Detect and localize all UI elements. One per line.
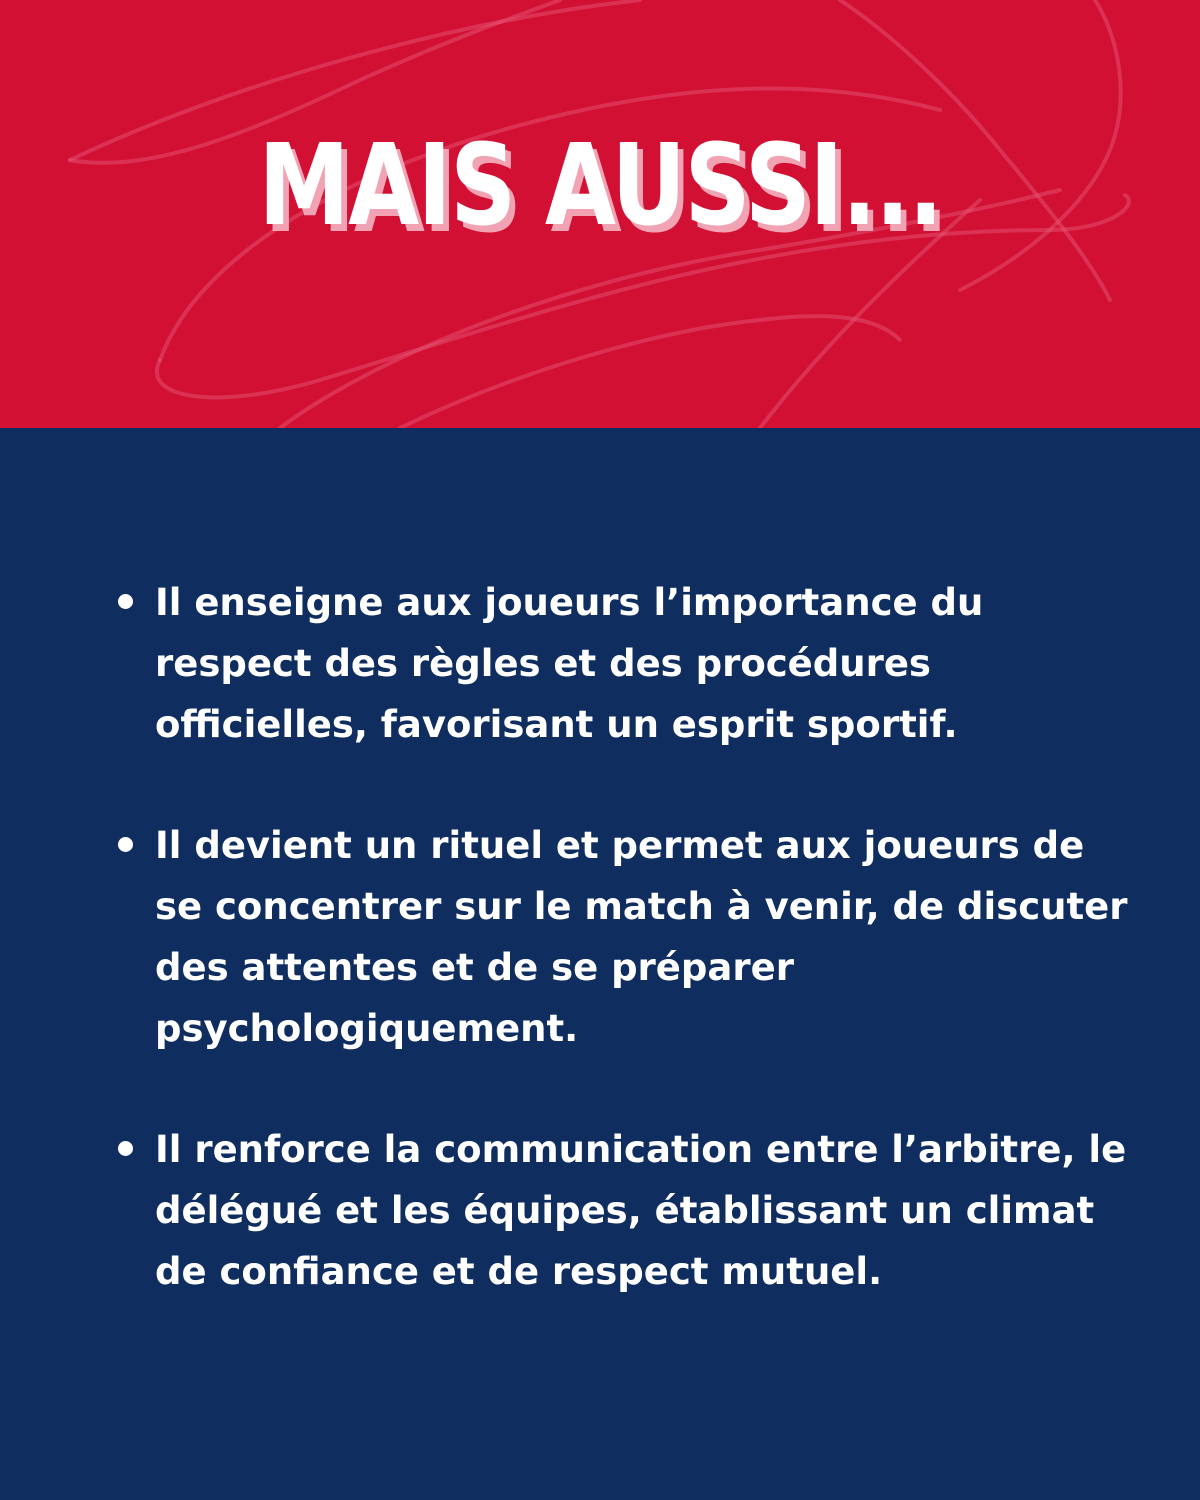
bullet-list	[0, 572, 1200, 1362]
bullet-icon	[118, 837, 133, 852]
list-item	[155, 572, 1135, 755]
list-item	[155, 1119, 1135, 1302]
bullet-icon	[118, 1141, 133, 1156]
bullet-icon	[118, 594, 133, 609]
list-item-text: Il devient un rituel et permet aux joueurs de se concentrer sur le match à venir, de discuter des attentes et de se préparer psychologiquement.	[155, 824, 1128, 1050]
page-title: MAIS AUSSI...	[258, 121, 942, 251]
list-item-text: Il enseigne aux joueurs l’importance du respect des règles et des procédures officielles, favorisant un esprit sportif.	[155, 581, 984, 746]
header-band	[0, 0, 1200, 428]
list-item	[155, 815, 1135, 1059]
list-item-text: Il renforce la communication entre l’arbitre, le délégué et les équipes, établissant un climat de confiance et de respect mutuel.	[155, 1128, 1127, 1293]
